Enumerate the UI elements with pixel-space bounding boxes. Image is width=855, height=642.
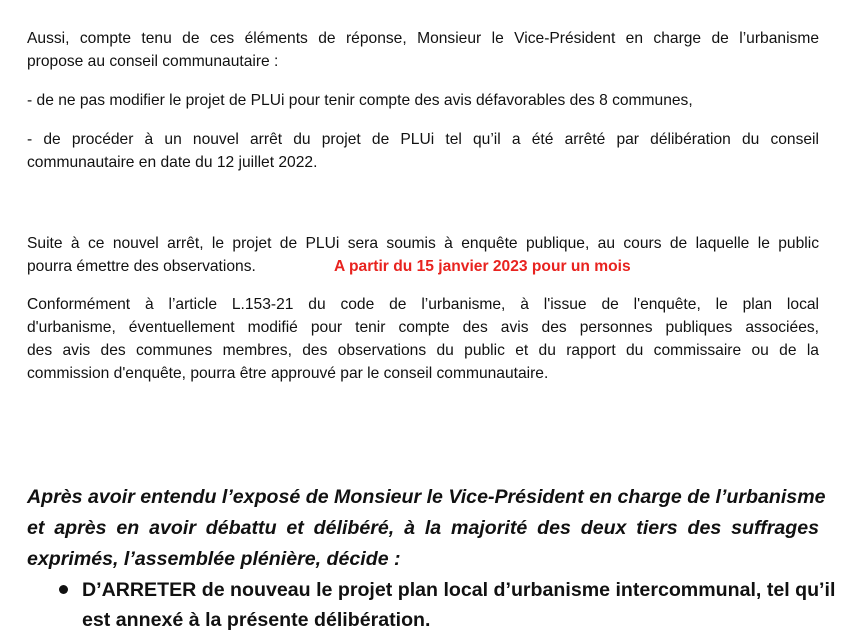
inquiry-date-annotation: A partir du 15 janvier 2023 pour un mois <box>334 258 631 275</box>
paragraph-line: - de procéder à un nouvel arrêt du projet de PLUi tel qu’il a été arrêté par délibération du conseil <box>27 131 819 148</box>
bullet-icon <box>59 585 68 594</box>
decision-line: exprimés, l’assemblée plénière, décide : <box>27 548 401 570</box>
paragraph-line: d'urbanisme, éventuellement modifié pour tenir compte des avis des personnes publiques associées, <box>27 319 819 336</box>
bullet-line: est annexé à la présente délibération. <box>82 609 431 631</box>
paragraph-line: propose au conseil communautaire : <box>27 53 279 70</box>
paragraph-proposal-2 <box>27 128 819 174</box>
paragraph-line: pourra émettre des observations. <box>27 258 256 275</box>
paragraph-line: commission d'enquête, pourra être approuvé par le conseil communautaire. <box>27 365 549 382</box>
paragraph-line: Conformément à l’article L.153-21 du code de l’urbanisme, à l'issue de l'enquête, le plan local <box>27 296 819 313</box>
paragraph-article-reference <box>27 293 819 385</box>
paragraph-line: Aussi, compte tenu de ces éléments de réponse, Monsieur le Vice-Président en charge de l’urbanisme <box>27 30 819 47</box>
bullet-line: D’ARRETER de nouveau le projet plan local d’urbanisme intercommunal, tel qu’il <box>82 579 836 601</box>
decision-statement <box>27 482 826 575</box>
paragraph-intro <box>27 27 819 73</box>
decision-line: Après avoir entendu l’exposé de Monsieur le Vice-Président en charge de l’urbanisme <box>27 486 826 508</box>
bullet-item <box>82 575 836 635</box>
paragraph-proposal-1 <box>27 89 819 112</box>
paragraph-line: des avis des communes membres, des observations du public et du rapport du commissaire ou de la <box>27 342 819 359</box>
decision-line: et après en avoir débattu et délibéré, à la majorité des deux tiers des suffrages <box>27 517 819 539</box>
paragraph-line: - de ne pas modifier le projet de PLUi pour tenir compte des avis défavorables des 8 communes, <box>27 92 693 109</box>
paragraph-line: Suite à ce nouvel arrêt, le projet de PLUi sera soumis à enquête publique, au cours de laquelle le public <box>27 235 819 252</box>
paragraph-line: communautaire en date du 12 juillet 2022. <box>27 154 318 171</box>
